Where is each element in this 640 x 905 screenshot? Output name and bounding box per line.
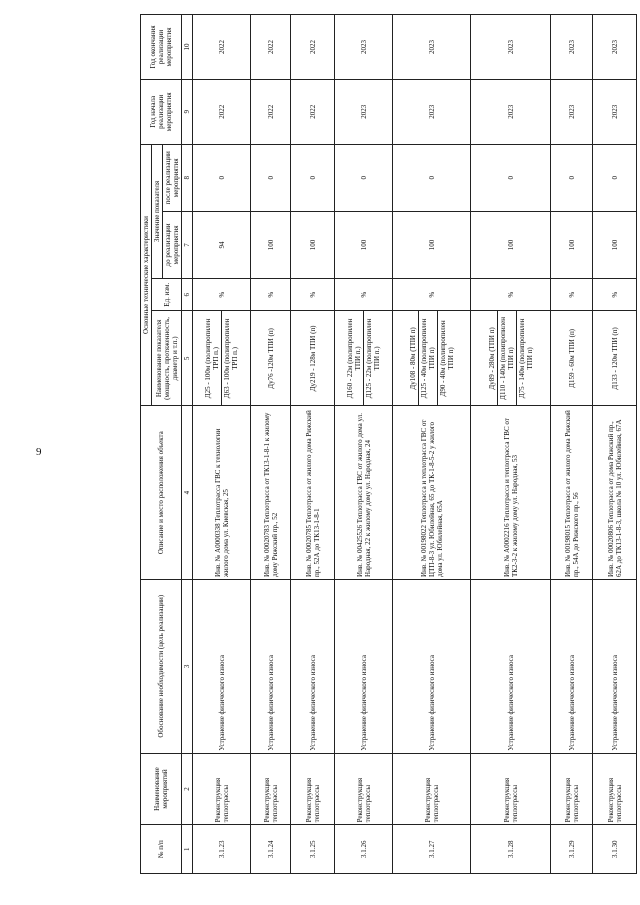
indicator-cell: [471, 311, 551, 406]
value-before: 100: [471, 211, 551, 278]
header-description: Описание и место расположения объекта: [141, 406, 182, 580]
value-after: 0: [251, 144, 291, 211]
measure-name: Реконструкция теплотрассы: [551, 753, 593, 825]
works-table: [140, 14, 637, 874]
column-number-row: [182, 15, 193, 874]
value-before: 100: [251, 211, 291, 278]
column-number: 8: [182, 144, 193, 211]
year-end: 2023: [471, 15, 551, 80]
measure-name: Реконструкция теплотрассы: [251, 753, 291, 825]
indicator-value: Д133 - 120м ТПИ (п): [610, 327, 619, 390]
object-description: Инв. № 00020785 Теплотрасса от жилого дома Рижский пр., 52А до ТК13-1-8-1: [291, 406, 335, 580]
indicator-cell: [193, 311, 251, 406]
column-number: 6: [182, 279, 193, 311]
unit-value: %: [335, 279, 393, 311]
indicator-cell: [291, 311, 335, 406]
value-after: 0: [393, 144, 471, 211]
header-before: до реализации мероприятия: [163, 211, 182, 278]
unit-value: %: [471, 279, 551, 311]
indicator-value: Д75 - 140м (полипропилен ТПИ п): [516, 311, 535, 405]
header-unit: Ед. изм.: [152, 279, 182, 311]
header-num: № п/п: [141, 825, 182, 874]
indicator-value: Ду108 - 80м (ТПИ п): [408, 327, 417, 390]
indicator-cell: [251, 311, 291, 406]
object-description: Инв. № 00198022 Теплотрасса и теплотрасса ГВС от ЦТП-8-3 ул. Юбилейная, 65 до ТК-1-8-5-2 у жилого дома ул. Юбилейная, 65А: [393, 406, 471, 580]
indicator-value: Ду76 -120м ТПИ (п): [266, 328, 275, 389]
object-description: Инв. № 00020783 Теплотрасса от ТК13-1-8-1 к жилому дому Рижский пр., 52: [251, 406, 291, 580]
reason-text: Устранение физического износа: [471, 579, 551, 753]
indicator-value: Д160 - 22м (полипропилен ТПИ п.): [346, 318, 363, 399]
unit-value: %: [593, 279, 637, 311]
reason-text: Устранение физического износа: [193, 579, 251, 753]
year-start: 2023: [393, 79, 471, 144]
reason-text: Устранение физического износа: [551, 579, 593, 753]
row-number: 3.1.27: [393, 825, 471, 874]
indicator-value: Д90 - 40м (полипропилен ТПИ п): [437, 311, 456, 405]
indicator-cell: [335, 311, 393, 406]
table-body: [193, 15, 637, 874]
value-after: 0: [593, 144, 637, 211]
year-end: 2023: [335, 15, 393, 80]
table-row: [393, 15, 471, 874]
measure-name: Реконструкция теплотрассы: [393, 753, 471, 825]
indicator-cell: [393, 311, 471, 406]
year-end: 2023: [593, 15, 637, 80]
indicator-value: Д25 - 100м (полипропилен ТРП п.): [204, 318, 221, 399]
table-row: [291, 15, 335, 874]
column-number: 2: [182, 753, 193, 825]
rotated-table-container: [140, 14, 640, 874]
value-before: 100: [593, 211, 637, 278]
row-number: 3.1.28: [471, 825, 551, 874]
reason-text: Устранение физического износа: [593, 579, 637, 753]
page-number: 9: [36, 446, 42, 458]
row-number: 3.1.29: [551, 825, 593, 874]
value-after: 0: [193, 144, 251, 211]
indicator-value: Д159 - 60м ТПИ (п): [567, 328, 576, 388]
year-start: 2023: [335, 79, 393, 144]
column-number: 3: [182, 579, 193, 753]
year-start: 2022: [193, 79, 251, 144]
year-end: 2023: [551, 15, 593, 80]
header-tech: Основные технические характеристики: [141, 144, 152, 406]
row-number: 3.1.23: [193, 825, 251, 874]
header-indicator: Наименование показателя (мощность, протяженность, диаметр и т.п.): [152, 311, 182, 406]
year-end: 2022: [251, 15, 291, 80]
indicator-value: Д110 - 140м (полипропилен ТПИ п): [497, 311, 516, 405]
year-start: 2023: [471, 79, 551, 144]
value-before: 94: [193, 211, 251, 278]
indicator-cell: [551, 311, 593, 406]
year-end: 2022: [291, 15, 335, 80]
measure-name: Реконструкция теплотрассы: [291, 753, 335, 825]
reason-text: Устранение физического износа: [291, 579, 335, 753]
row-number: 3.1.24: [251, 825, 291, 874]
indicator-value: Д125 - 22м (полипропилен ТПИ п.): [363, 311, 382, 405]
indicator-value: Д63 - 100м (полипропилен ТРП п.): [221, 311, 240, 405]
object-description: Инв. № А0002216 Теплотрасса и теплотрасса ГВС от ТК2-3-2 к жилому дому ул. Народная, 53: [471, 406, 551, 580]
object-description: Инв. № А0000338 Теплотрасса ГВС к технологии жилого дома ул. Киевская, 25: [193, 406, 251, 580]
table-row: [335, 15, 393, 874]
header-reason: Обоснование необходимости (цель реализации): [141, 579, 182, 753]
column-number: 1: [182, 825, 193, 874]
value-after: 0: [291, 144, 335, 211]
header-value: Значение показателя: [152, 144, 163, 278]
column-number: 9: [182, 79, 193, 144]
object-description: Инв. № 00425526 Теплотрасса ГВС от жилого дома ул. Народная, 22 к жилому дому ул. Народная, 24: [335, 406, 393, 580]
year-start: 2022: [291, 79, 335, 144]
indicator-cell: [593, 311, 637, 406]
measure-name: Реконструкция теплотрассы: [193, 753, 251, 825]
table-row: [551, 15, 593, 874]
value-before: 100: [291, 211, 335, 278]
indicator-value: Ду89 - 280м (ТПИ п): [487, 327, 496, 390]
column-number: 5: [182, 311, 193, 406]
reason-text: Устранение физического износа: [393, 579, 471, 753]
header-name: Наименование мероприятий: [141, 753, 182, 825]
measure-name: Реконструкция теплотрассы: [335, 753, 393, 825]
unit-value: %: [291, 279, 335, 311]
unit-value: %: [193, 279, 251, 311]
year-end: 2023: [393, 15, 471, 80]
value-after: 0: [335, 144, 393, 211]
reason-text: Устранение физического износа: [335, 579, 393, 753]
measure-name: Реконструкция теплотрассы: [471, 753, 551, 825]
row-number: 3.1.30: [593, 825, 637, 874]
year-start: 2023: [551, 79, 593, 144]
object-description: Инв. № 00198015 Теплотрасса от жилого дома Рижский пр., 54А до Рижского пр., 56: [551, 406, 593, 580]
column-number: 4: [182, 406, 193, 580]
value-before: 100: [551, 211, 593, 278]
column-number: 10: [182, 15, 193, 80]
object-description: Инв. № 00020806 Теплотрасса от дома Рижский пр., 62А до ТК13-1-8-3, школа № 10 ул. Юбилейная, 67А: [593, 406, 637, 580]
indicator-value: Д125 - 40м (полипропилен ТПИ п): [418, 311, 437, 405]
unit-value: %: [393, 279, 471, 311]
row-number: 3.1.26: [335, 825, 393, 874]
value-before: 100: [393, 211, 471, 278]
table-row: [251, 15, 291, 874]
table-row: [471, 15, 551, 874]
header-year-start: Год начала реализации мероприятия: [141, 79, 182, 144]
column-number: 7: [182, 211, 193, 278]
measure-name: Реконструкция теплотрассы: [593, 753, 637, 825]
table-row: [593, 15, 637, 874]
header-year-end: Год окончания реализации мероприятия: [141, 15, 182, 80]
reason-text: Устранение физического износа: [251, 579, 291, 753]
unit-value: %: [551, 279, 593, 311]
unit-value: %: [251, 279, 291, 311]
row-number: 3.1.25: [291, 825, 335, 874]
year-start: 2023: [593, 79, 637, 144]
year-end: 2022: [193, 15, 251, 80]
year-start: 2022: [251, 79, 291, 144]
value-before: 100: [335, 211, 393, 278]
value-after: 0: [551, 144, 593, 211]
table-row: [193, 15, 251, 874]
header-after: после реализации мероприятия: [163, 144, 182, 211]
indicator-value: Ду219 - 128м ТПИ (п): [308, 325, 317, 392]
value-after: 0: [471, 144, 551, 211]
